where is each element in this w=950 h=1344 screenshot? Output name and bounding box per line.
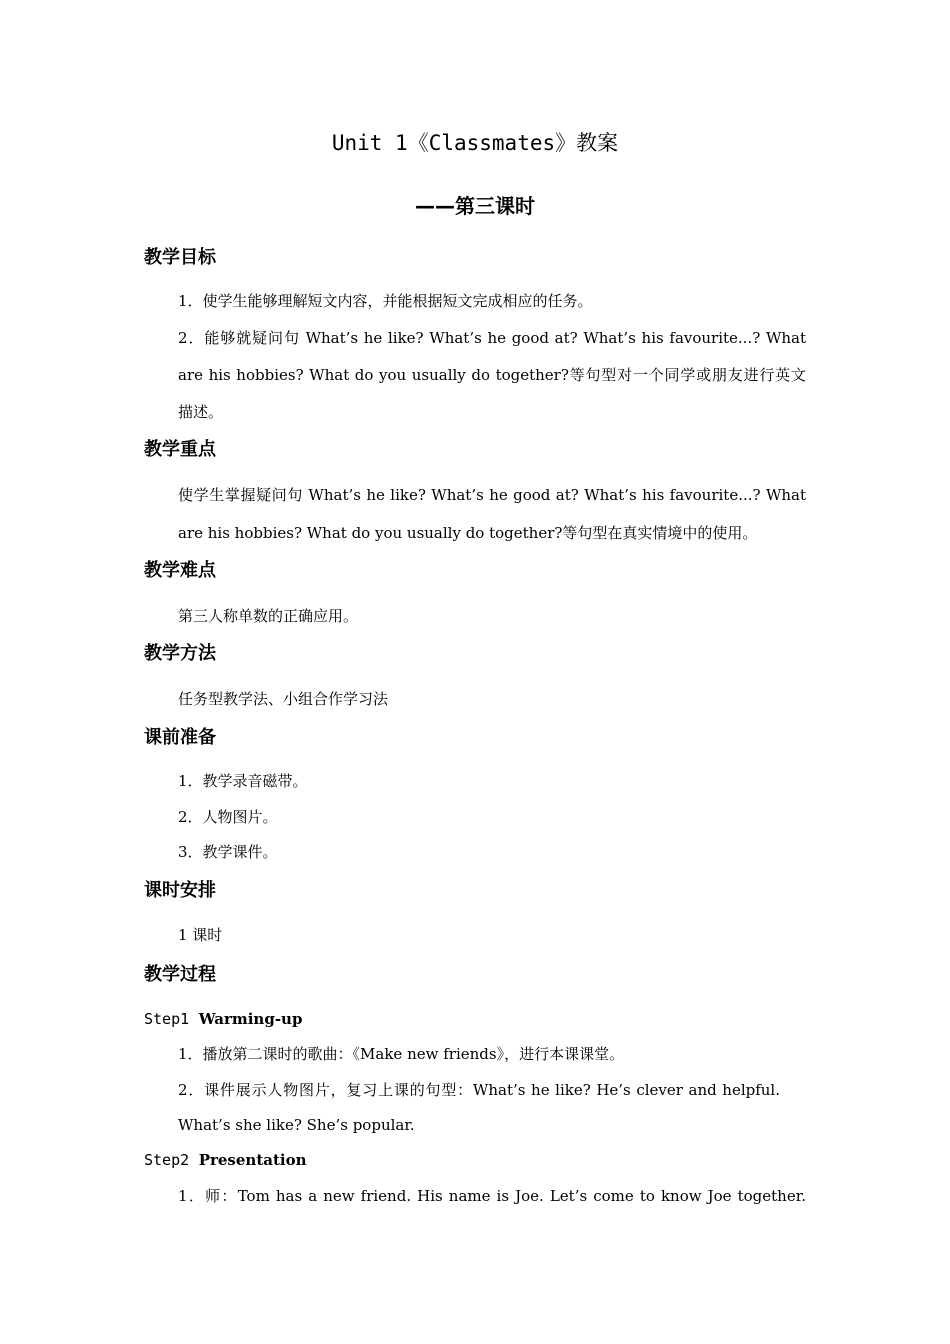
- step-1-item-1: 1．播放第二课时的歌曲：《Make new friends》，进行本课课堂。: [178, 1045, 625, 1063]
- heading-objectives: 教学目标: [144, 247, 216, 268]
- objectives-item-2-line-2: are his hobbies? What do you usually do together?等句型对一个同学或朋友进行英文: [178, 366, 806, 384]
- step-1-item-2-line-2: What’s she like? She’s popular.: [178, 1116, 415, 1134]
- step-2-item-1-line-1: 1．师：Tom has a new friend. His name is Joe. Let’s come to know Joe together.: [178, 1187, 806, 1205]
- step-1-item-2-line-1: 2．课件展示人物图片，复习上课的句型：What’s he like? He’s clever and helpful.: [178, 1081, 780, 1099]
- key-points-line-1: 使学生掌握疑问句 What’s he like? What’s he good at? What’s his favourite...? What: [178, 486, 806, 504]
- step-2-heading: [144, 1151, 307, 1169]
- step-1-title: Warming-up: [198, 1010, 303, 1028]
- step-1-number: Step1: [144, 1010, 190, 1028]
- preparation-item-3: 3．教学课件。: [178, 843, 278, 861]
- heading-key-points: 教学重点: [144, 439, 216, 460]
- preparation-item-1: 1．教学录音磁带。: [178, 772, 308, 790]
- objectives-item-2-line-3: 描述。: [178, 403, 224, 421]
- heading-difficulties: 教学难点: [144, 560, 216, 581]
- key-points-line-2: are his hobbies? What do you usually do together?等句型在真实情境中的使用。: [178, 524, 758, 542]
- methods-line-1: 任务型教学法、小组合作学习法: [178, 690, 389, 708]
- preparation-item-2: 2．人物图片。: [178, 808, 278, 826]
- objectives-item-2-line-1: 2．能够就疑问句 What’s he like? What’s he good at? What’s his favourite...? What: [178, 329, 806, 347]
- heading-methods: 教学方法: [144, 643, 216, 664]
- objectives-item-1: 1．使学生能够理解短文内容，并能根据短文完成相应的任务。: [178, 292, 593, 310]
- schedule-line-1: 1 课时: [178, 926, 223, 944]
- step-2-number: Step2: [144, 1151, 190, 1169]
- page-subtitle: ——第三课时: [415, 194, 535, 218]
- step-2-title: Presentation: [198, 1151, 307, 1169]
- step-1-heading: [144, 1010, 302, 1028]
- heading-process: 教学过程: [144, 964, 216, 985]
- heading-schedule: 课时安排: [144, 880, 216, 901]
- heading-preparation: 课前准备: [144, 727, 216, 748]
- page-title: Unit 1《Classmates》教案: [331, 131, 619, 155]
- difficulties-line-1: 第三人称单数的正确应用。: [178, 607, 359, 625]
